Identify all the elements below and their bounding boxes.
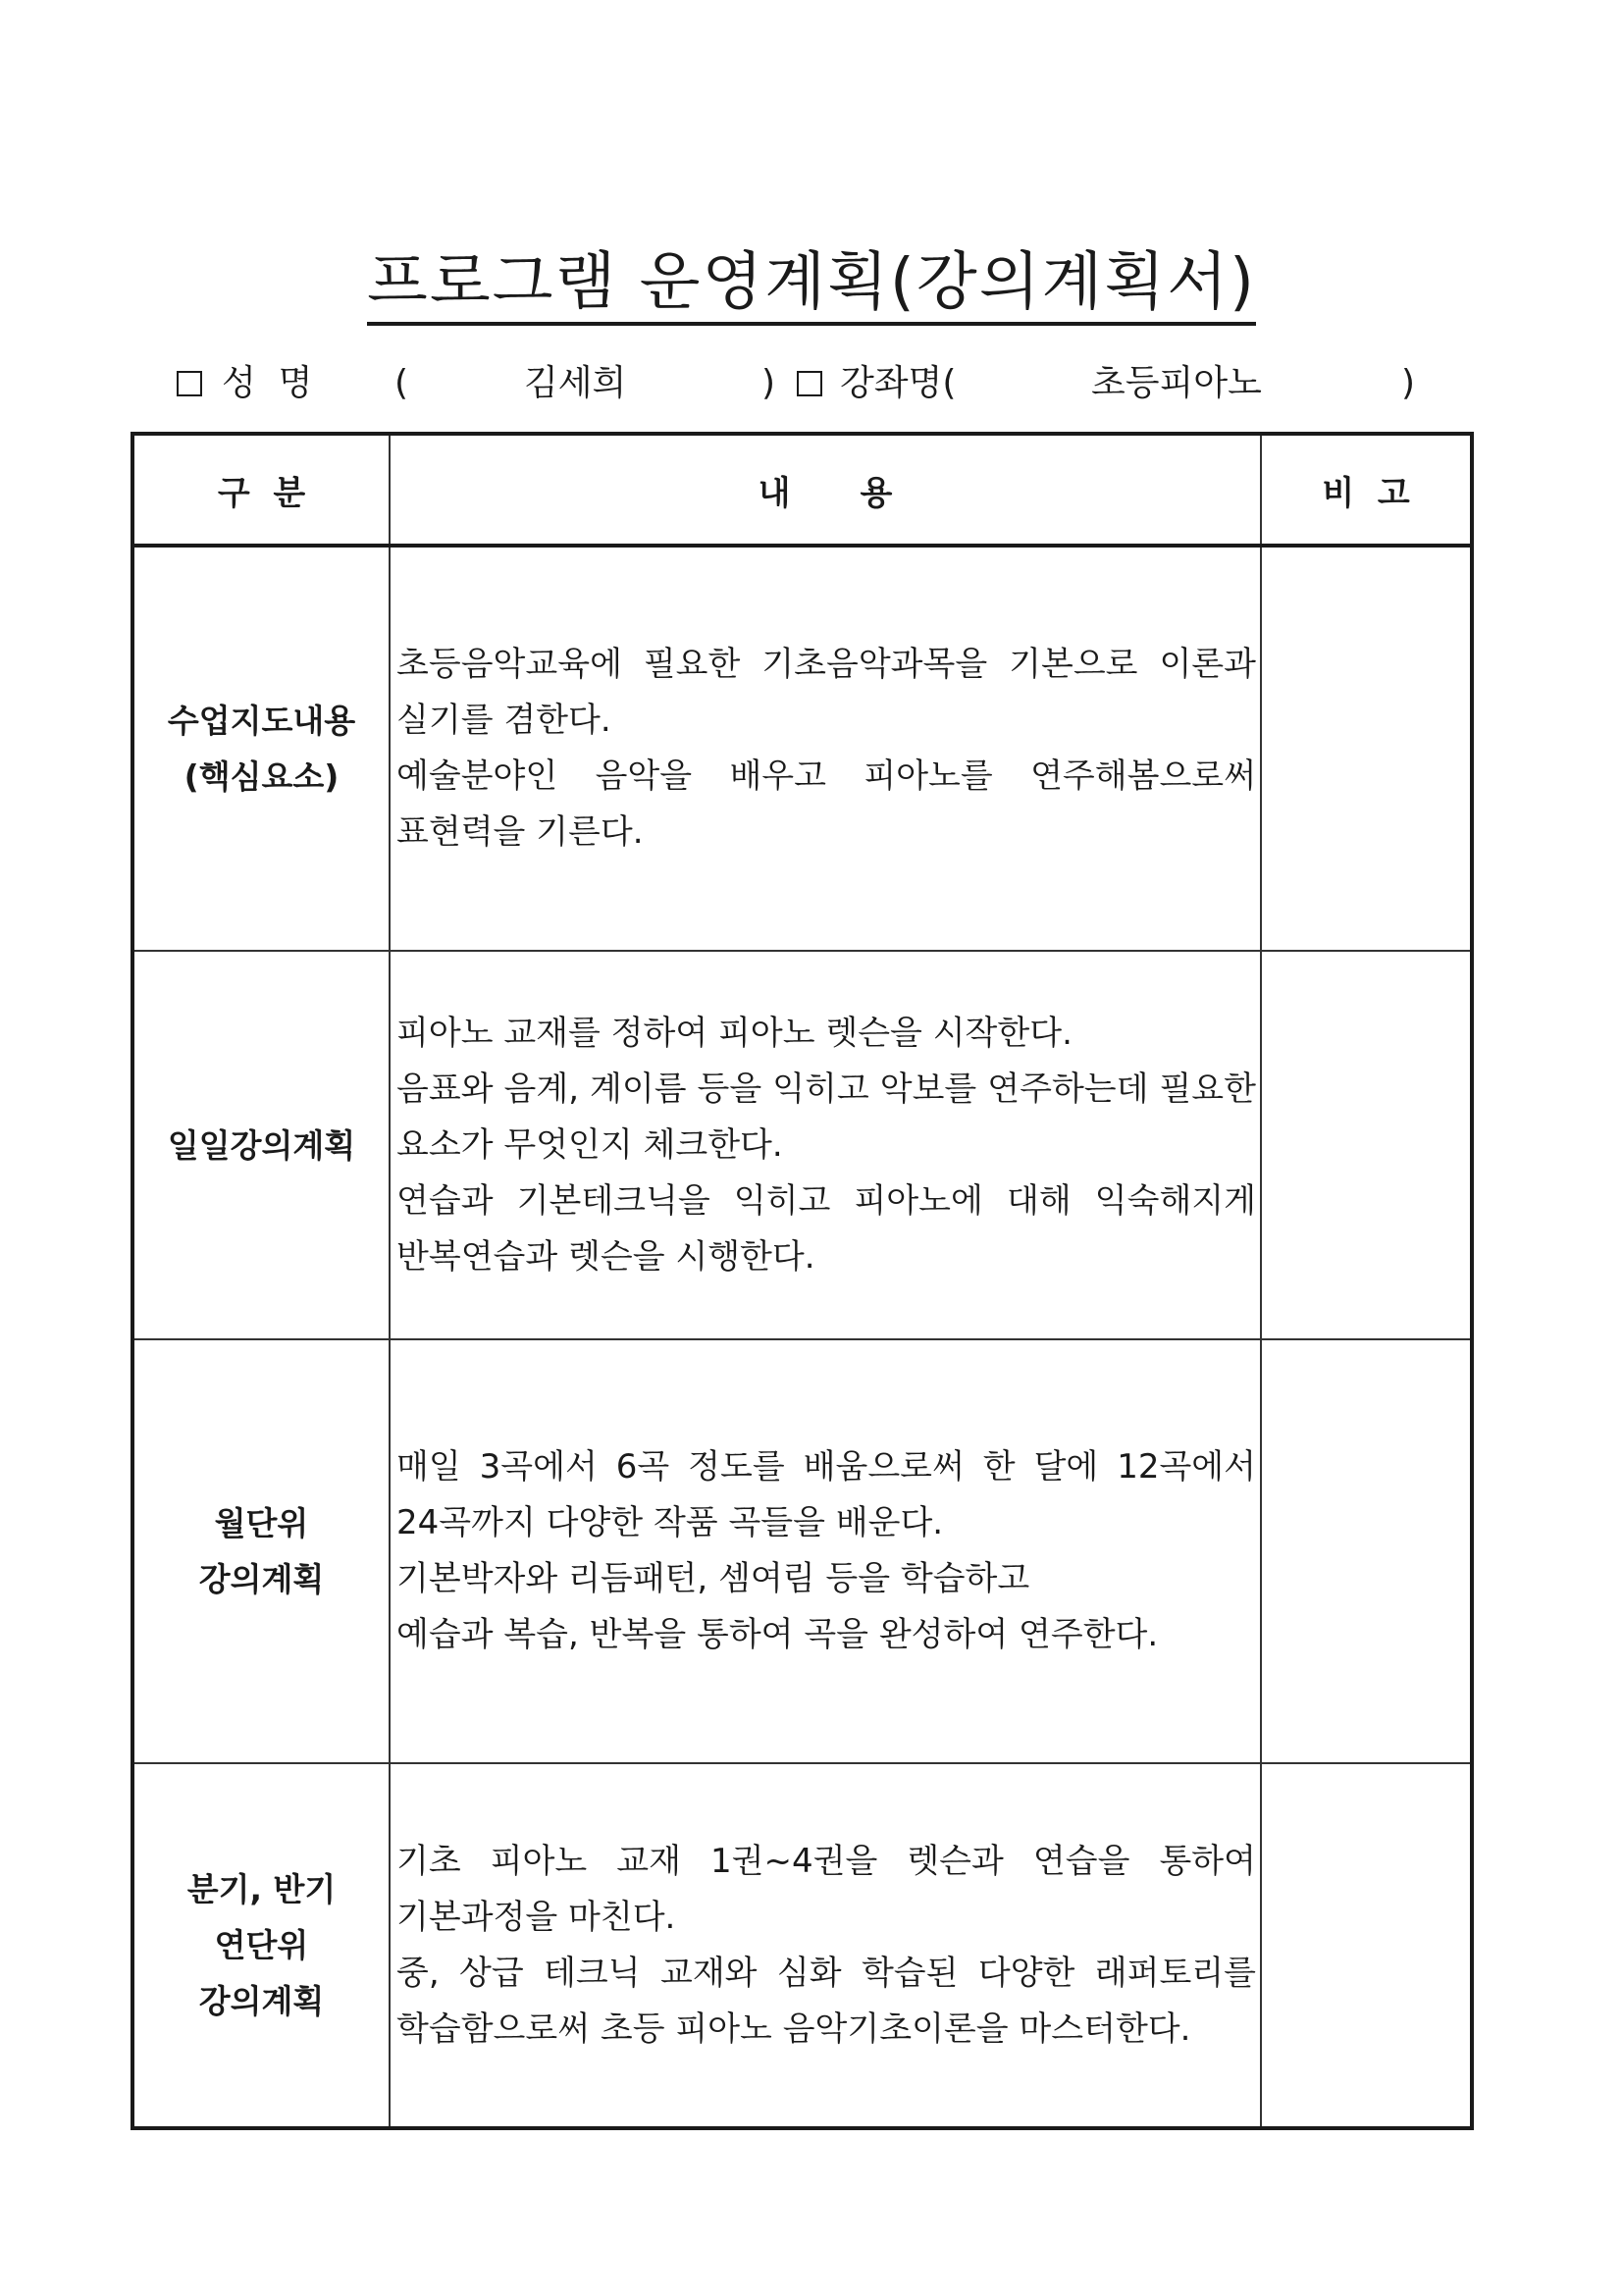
header-content: 내 용 <box>390 434 1261 546</box>
row-content-cell <box>390 1763 1261 2128</box>
row-content-paragraph: 기초 피아노 교재 1권~4권을 렛슨과 연습을 통하여 기본과정을 마친다. <box>396 1841 1256 1937</box>
table-row <box>132 546 1472 951</box>
page-title <box>0 243 1623 326</box>
row-content-paragraph: 피아노 교재를 정하여 피아노 렛슨을 시작한다. <box>396 1013 1073 1053</box>
row-note-cell <box>1261 1339 1472 1763</box>
table-row <box>132 1763 1472 2128</box>
row-category-line: 연단위 <box>214 1926 309 1964</box>
row-note-cell <box>1261 546 1472 951</box>
header-category: 구 분 <box>132 434 390 546</box>
header-note: 비 고 <box>1261 434 1472 546</box>
row-category-line: 일일강의계획 <box>167 1125 356 1165</box>
row-content-cell <box>390 951 1261 1339</box>
row-note-cell <box>1261 1763 1472 2128</box>
row-category-cell <box>132 1339 390 1763</box>
row-note-cell <box>1261 951 1472 1339</box>
table-header-row <box>132 434 1472 546</box>
row-content-paragraph: 예술분야인 음악을 배우고 피아노를 연주해봄으로써 표현력을 기른다. <box>396 757 1256 852</box>
row-category-line: 강의계획 <box>198 1982 325 2020</box>
table-row <box>132 1339 1472 1763</box>
lecture-plan-table <box>131 432 1474 2130</box>
row-category-line: 수업지도내용 <box>167 702 356 740</box>
course-checkbox-icon <box>797 371 822 396</box>
row-content-paragraph: 예습과 복습, 반복을 통하여 곡을 완성하여 연주한다. <box>396 1615 1159 1654</box>
row-category-line: 강의계획 <box>198 1560 325 1598</box>
course-close-paren: ) <box>1401 363 1416 403</box>
row-content-paragraph: 중, 상급 테크닉 교재와 심화 학습된 다양한 래퍼토리를 학습함으로써 초등 피아노 음악기초이론을 마스터한다. <box>396 1953 1256 2049</box>
row-category-cell <box>132 546 390 951</box>
info-line <box>0 359 1623 408</box>
page-title-text: 프로그램 운영계획(강의계획서) <box>367 247 1256 326</box>
row-category-cell <box>132 951 390 1339</box>
row-category-line: 월단위 <box>214 1504 309 1542</box>
course-label: 강좌명( <box>840 363 957 403</box>
row-category-line: 분기, 반기 <box>186 1870 337 1908</box>
name-checkbox-icon <box>177 371 202 396</box>
row-content-cell <box>390 546 1261 951</box>
row-content-paragraph: 초등음악교육에 필요한 기초음악과목을 기본으로 이론과 실기를 겸한다. <box>396 645 1256 740</box>
name-open-paren: ( <box>394 363 409 403</box>
row-content-cell <box>390 1339 1261 1763</box>
row-content-paragraph: 기본박자와 리듬패턴, 셈여림 등을 학습하고 <box>396 1559 1030 1598</box>
row-category-cell <box>132 1763 390 2128</box>
name-label: 성 명 <box>222 363 313 403</box>
row-content-paragraph: 연습과 기본테크닉을 익히고 피아노에 대해 익숙해지게 반복연습과 렛슨을 시행한다. <box>396 1180 1256 1277</box>
course-value: 초등피아노 <box>1091 363 1262 403</box>
row-category-line: (핵심요소) <box>183 757 340 796</box>
name-value: 김세희 <box>524 363 627 403</box>
row-content-paragraph: 매일 3곡에서 6곡 정도를 배움으로써 한 달에 12곡에서 24곡까지 다양한 작품 곡들을 배운다. <box>396 1447 1256 1542</box>
name-close-paren: ) <box>761 363 776 403</box>
row-content-paragraph: 음표와 음계, 계이름 등을 익히고 악보를 연주하는데 필요한 요소가 무엇인지 체크한다. <box>396 1069 1256 1165</box>
table-row <box>132 951 1472 1339</box>
